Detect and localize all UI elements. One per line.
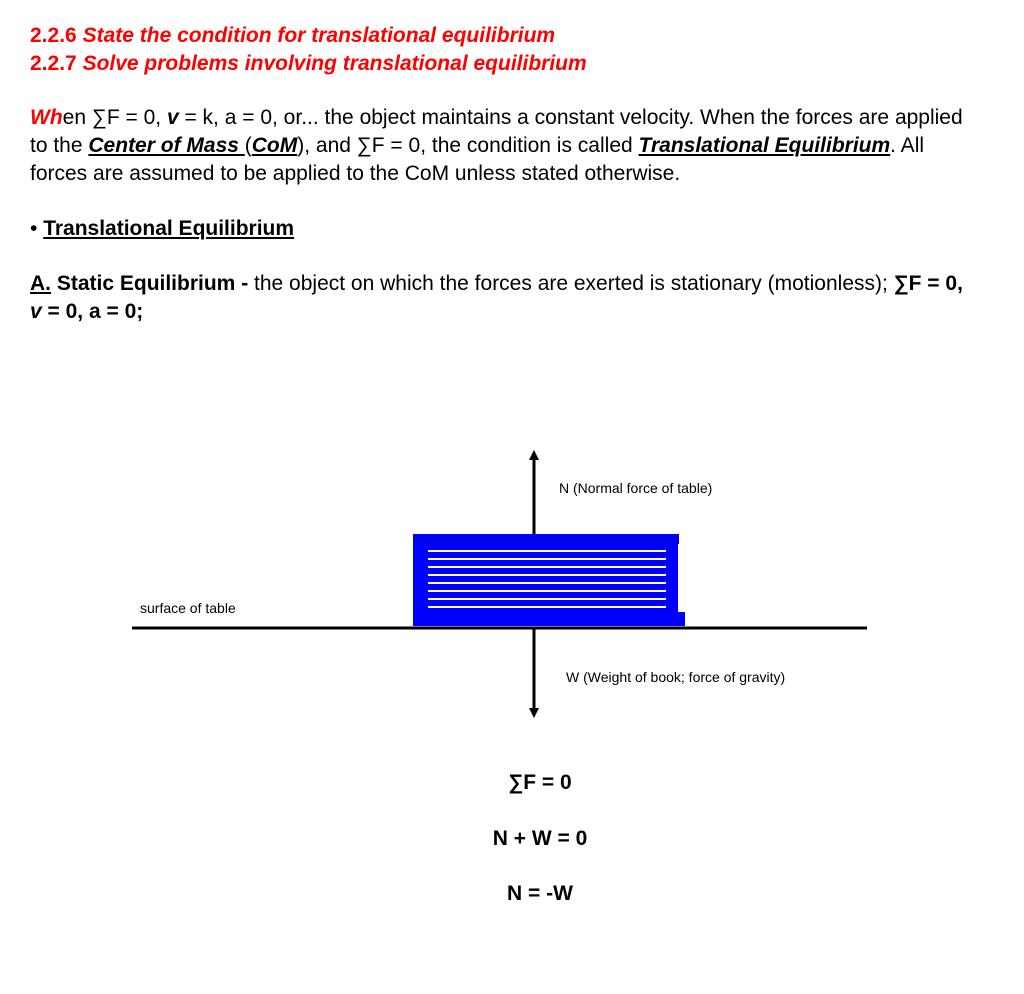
book-icon: [413, 534, 685, 626]
intro-text: en ∑F = 0,: [62, 106, 167, 129]
bullet-mark: •: [30, 217, 44, 240]
intro-text: to the: [30, 134, 89, 157]
static-desc: the object on which the forces are exerted is stationary (motionless);: [254, 272, 894, 295]
velocity-symbol: v: [166, 106, 179, 129]
static-title: Static Equilibrium -: [51, 272, 255, 295]
heading-text: State the condition for translational equilibrium: [82, 24, 556, 47]
bullet-label: Translational Equilibrium: [43, 217, 295, 240]
intro-text: . All: [890, 134, 925, 157]
static-sumf: ∑F = 0,: [893, 272, 963, 295]
weight-label: W (Weight of book; force of gravity): [566, 669, 786, 685]
intro-text: ), and ∑F = 0, the condition is called: [297, 134, 639, 157]
equation-n-equals-minus-w: N = -W: [507, 882, 573, 905]
normal-arrowhead-icon: [529, 450, 539, 460]
heading-number: 2.2.7: [30, 52, 77, 75]
heading-number: 2.2.6: [30, 24, 77, 47]
intro-text: (: [244, 134, 252, 157]
static-rest: = 0, a = 0;: [41, 300, 144, 323]
static-letter: A.: [30, 272, 51, 295]
intro-text: = k, a = 0, or... the object maintains a constant velocity. When the forces are applied: [178, 106, 963, 129]
center-of-mass-term: Center of Mass: [88, 134, 245, 157]
equation-sum-forces: ∑F = 0: [508, 771, 572, 794]
weight-arrowhead-icon: [529, 708, 539, 718]
heading-text: Solve problems involving translational equilibrium: [82, 52, 587, 75]
velocity-symbol: v: [30, 300, 42, 323]
table-surface-label: surface of table: [140, 600, 236, 616]
normal-force-label: N (Normal force of table): [559, 480, 713, 496]
equation-n-plus-w: N + W = 0: [492, 827, 588, 850]
intro-line-3: forces are assumed to be applied to the CoM unless stated otherwise.: [30, 162, 681, 185]
com-term: CoM: [251, 134, 298, 157]
intro-wh: Wh: [30, 106, 63, 129]
translational-equilibrium-term: Translational Equilibrium: [638, 134, 891, 157]
